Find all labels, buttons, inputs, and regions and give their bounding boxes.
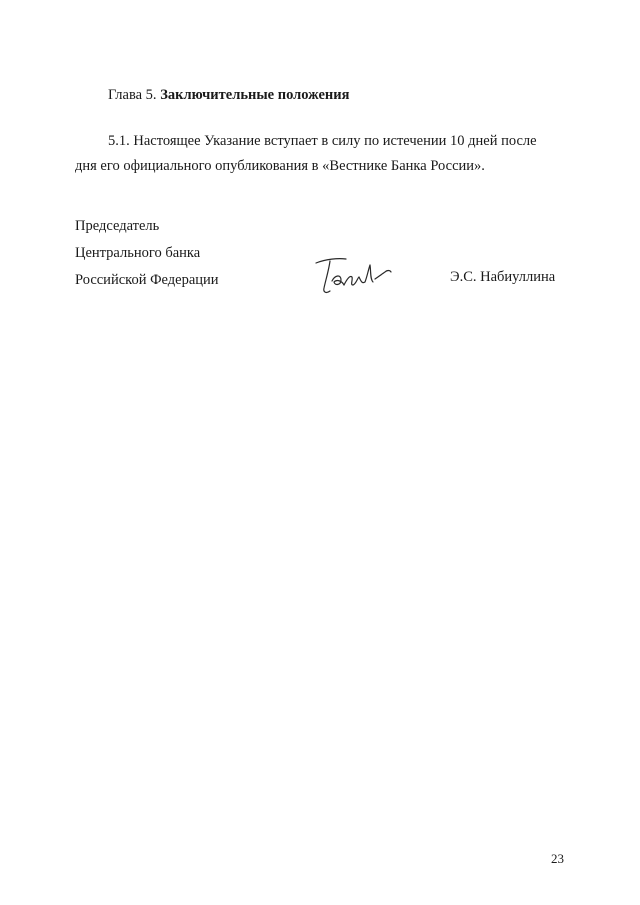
position-line: Председатель: [75, 218, 160, 234]
chapter-number: Глава 5.: [108, 87, 157, 103]
chapter-heading: [108, 85, 350, 105]
paragraph-5-1: [75, 129, 565, 179]
position-line: Центрального банка: [75, 245, 201, 261]
chapter-title: Заключительные положения: [160, 87, 350, 103]
signatory-name: Э.С. Набиуллина: [450, 269, 556, 285]
handwritten-signature: [312, 255, 394, 297]
paragraph-line: дня его официального опубликования в «Вестнике Банка России».: [75, 158, 485, 174]
signatory-position: [75, 213, 219, 294]
page-number: 23: [551, 851, 564, 866]
paragraph-line: 5.1. Настоящее Указание вступает в силу по истечении 10 дней после: [108, 133, 537, 149]
position-line: Российской Федерации: [75, 272, 219, 288]
